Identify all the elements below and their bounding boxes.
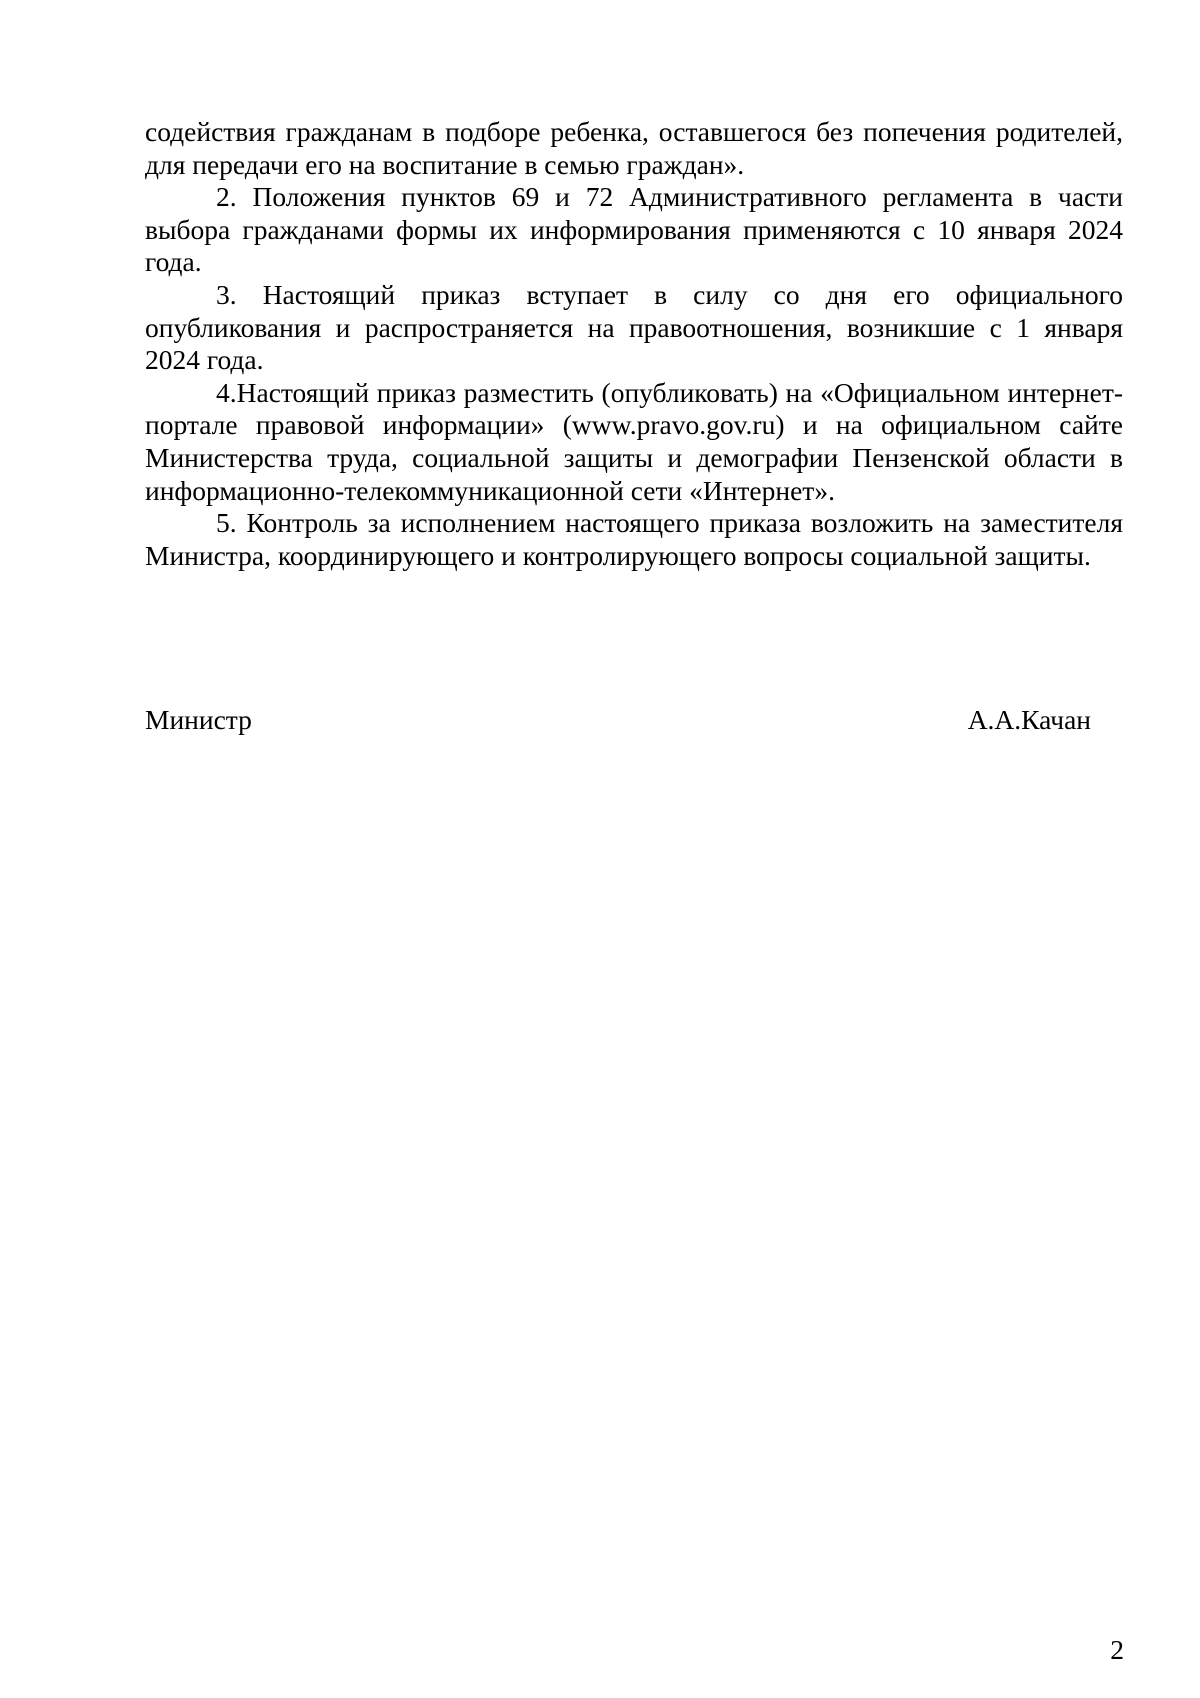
page-number: 2 bbox=[1110, 1634, 1124, 1665]
paragraph-item-4: 4.Настоящий приказ разместить (опубликовать) на «Официальном интернет-портале правовой информации» (www.pravo.gov.ru) и на официальном сайте Министерства труда, социальной защиты и демографии Пензенской области в информационно-телекоммуникационной сети «Интернет». bbox=[145, 376, 1123, 506]
paragraph-item-5: 5. Контроль за исполнением настоящего приказа возложить на заместителя Министра, координирующего и контролирующего вопросы социальной защиты. bbox=[145, 507, 1123, 571]
paragraph-item-3: 3. Настоящий приказ вступает в силу со дня его официального опубликования и распространяется на правоотношения, возникшие с 1 января 2024 года. bbox=[145, 278, 1123, 376]
paragraph-continuation: содействия гражданам в подборе ребенка, оставшегося без попечения родителей, для передачи его на воспитание в семью граждан». bbox=[145, 116, 1123, 180]
signatory-name: А.А.Качан bbox=[967, 704, 1091, 735]
paragraph-item-2: 2. Положения пунктов 69 и 72 Административного регламента в части выбора гражданами формы их информирования применяются с 10 января 2024 года. bbox=[145, 181, 1123, 278]
signatory-title: Министр bbox=[145, 704, 252, 735]
signature-block bbox=[145, 704, 1091, 738]
document-body bbox=[145, 116, 1123, 572]
